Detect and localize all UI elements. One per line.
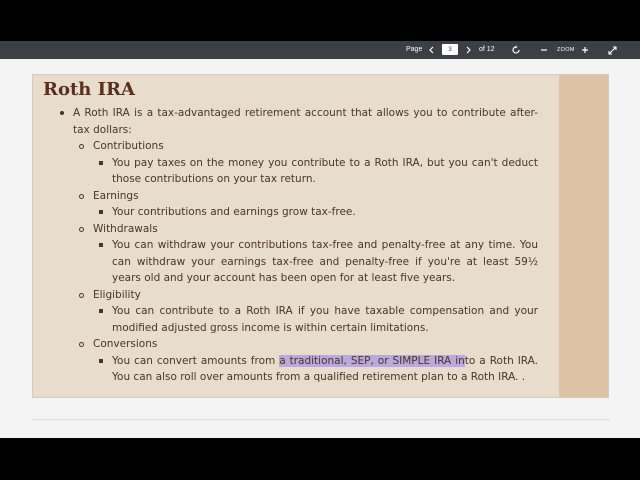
section-detail: You can contribute to a Roth IRA if you have taxable compensation and your modified adjusted gross income is within certain limitations. — [99, 303, 538, 336]
minus-icon — [540, 46, 548, 54]
list-item — [79, 138, 538, 188]
page-count: of 12 — [479, 46, 495, 53]
refresh-button[interactable] — [509, 41, 523, 59]
slide-content — [60, 105, 538, 386]
slide-side-band — [559, 75, 608, 397]
selected-text-highlight[interactable]: a traditional, SEP, or SIMPLE IRA in — [279, 354, 465, 367]
section-heading: Conversions — [93, 338, 158, 350]
page-divider — [32, 419, 609, 420]
section-detail: You can withdraw your contributions tax-free and penalty-free at any time. You can withdraw your earnings tax-free and penalty-free if you're at least 59½ years old and your account has been open for at least five years. — [99, 237, 538, 287]
list-item — [60, 105, 538, 386]
page-number-input[interactable] — [442, 44, 458, 55]
collapse-icon — [608, 46, 617, 55]
viewer-toolbar — [0, 41, 640, 59]
list-item — [79, 221, 538, 287]
section-heading: Withdrawals — [93, 222, 158, 235]
slide-title: Roth IRA — [43, 79, 135, 100]
zoom-out-button[interactable] — [537, 41, 551, 59]
list-item — [79, 188, 538, 221]
zoom-in-button[interactable] — [578, 41, 592, 59]
chevron-right-icon — [465, 46, 472, 54]
zoom-label: ZOOM — [557, 47, 575, 53]
section-detail: Your contributions and earnings grow tax-free. — [99, 204, 538, 221]
document-viewer[interactable] — [0, 59, 640, 438]
chevron-left-icon — [428, 46, 435, 54]
list-item — [79, 336, 538, 386]
refresh-icon — [511, 45, 521, 55]
section-heading: Eligibility — [93, 288, 141, 301]
section-detail: You pay taxes on the money you contribute to a Roth IRA, but you can't deduct those contributions on your tax return. — [99, 155, 538, 188]
section-heading: Earnings — [93, 189, 139, 202]
intro-text: A Roth IRA is a tax-advantaged retirement account that allows you to contribute after-tax dollars: — [73, 107, 538, 136]
detail-text: to a Roth IRA. You can also roll over amounts from a qualified retirement plan to a Roth IRA. . — [112, 354, 539, 383]
fullscreen-button[interactable] — [605, 41, 619, 59]
section-detail — [99, 353, 538, 386]
plus-icon — [581, 46, 589, 54]
slide — [32, 74, 609, 398]
section-heading: Contributions — [93, 140, 164, 152]
letterbox-bottom — [0, 438, 640, 480]
page-label: Page — [406, 46, 423, 53]
list-item — [79, 287, 538, 337]
prev-page-button[interactable] — [424, 41, 438, 59]
detail-text: You can convert amounts from — [112, 354, 280, 367]
next-page-button[interactable] — [461, 41, 475, 59]
